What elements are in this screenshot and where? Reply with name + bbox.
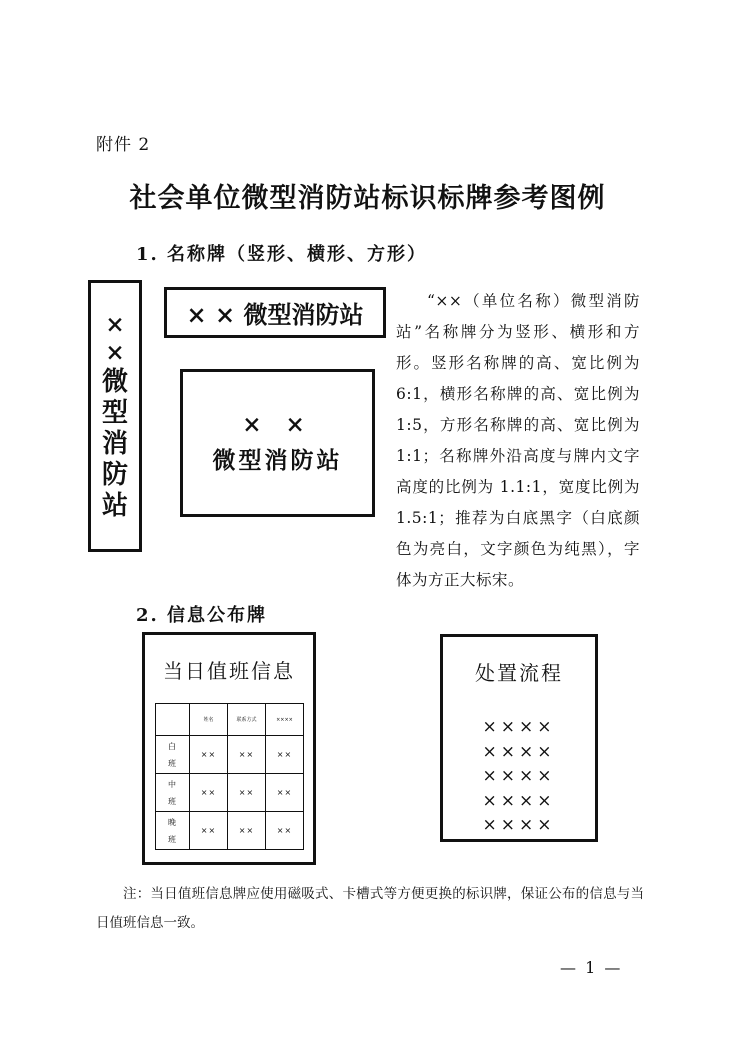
duty-table-cell: ×× <box>266 736 304 774</box>
vertical-plate-char: 站 <box>101 490 128 521</box>
duty-table-cell: ×× <box>228 812 266 850</box>
shift-label: 中 班 <box>156 774 190 812</box>
procedure-board-title: 处置流程 <box>475 661 563 685</box>
vertical-plate-char: 防 <box>101 459 128 490</box>
shift-label: 白 班 <box>156 736 190 774</box>
duty-table-cell: ×× <box>228 774 266 812</box>
duty-board-title: 当日值班信息 <box>163 659 295 683</box>
procedure-step: ×××× <box>482 741 556 762</box>
duty-table-header-cell: ×××× <box>266 704 304 736</box>
horizontal-plate-text: × × 微型消防站 <box>186 300 364 329</box>
duty-table <box>155 703 304 850</box>
section-heading-name-plates: 1. 名称牌（竖形、横形、方形） <box>136 244 428 265</box>
duty-table-cell: ×× <box>190 774 228 812</box>
vertical-plate-char: 消 <box>101 428 128 459</box>
footnote: 注：当日值班信息牌应使用磁吸式、卡槽式等方便更换的标识牌，保证公布的信息与当日值班信息一致。 <box>96 886 644 931</box>
horizontal-name-plate <box>164 287 386 338</box>
procedure-step: ×××× <box>482 815 556 835</box>
square-plate-marks: × × <box>242 411 313 438</box>
section-heading-info-boards: 2. 信息公布牌 <box>136 605 268 626</box>
duty-table-cell: ×× <box>228 736 266 774</box>
vertical-plate-char: 微 <box>101 366 128 397</box>
duty-table-cell: ×× <box>190 736 228 774</box>
square-plate-name: 微型消防站 <box>212 447 343 474</box>
name-plate-description: “××（单位名称）微型消防站”名称牌分为竖形、横形和方形。竖形名称牌的高、宽比例为6:1，横形名称牌的高、宽比例为1:5，方形名称牌的高、宽比例为1:1；名称牌外沿高度与牌内文字高度的比例为 1.1:1，宽度比例为1.5:1；推荐为白底黑字（白底颜色为亮白，文字颜色为纯黑），字体为方正大标宋。 <box>396 292 640 589</box>
vertical-name-plate <box>88 280 142 552</box>
duty-table-header-row <box>156 704 304 736</box>
attachment-label: 附件 2 <box>96 135 151 155</box>
duty-table-row <box>156 812 304 850</box>
duty-table-header-cell <box>156 704 190 736</box>
vertical-plate-char: × <box>105 338 125 366</box>
shift-label: 晚 班 <box>156 812 190 850</box>
duty-table-header-cell: 联系方式 <box>228 704 266 736</box>
procedure-board <box>440 634 598 842</box>
duty-table-cell: ×× <box>266 774 304 812</box>
duty-info-board <box>142 632 316 865</box>
square-name-plate <box>180 369 375 517</box>
duty-table-row <box>156 736 304 774</box>
duty-table-cell: ×× <box>190 812 228 850</box>
document-title: 社会单位微型消防站标识标牌参考图例 <box>129 183 606 214</box>
duty-table-cell: ×× <box>266 812 304 850</box>
vertical-plate-char: 型 <box>101 397 128 428</box>
duty-table-header-cell: 姓名 <box>190 704 228 736</box>
duty-table-row <box>156 774 304 812</box>
page-number: — 1 — <box>560 958 623 977</box>
procedure-steps <box>443 715 595 838</box>
vertical-plate-char: × <box>105 310 125 338</box>
procedure-step: ×××× <box>482 717 556 737</box>
procedure-step: ×××× <box>482 766 556 786</box>
procedure-step: ×××× <box>482 790 556 811</box>
